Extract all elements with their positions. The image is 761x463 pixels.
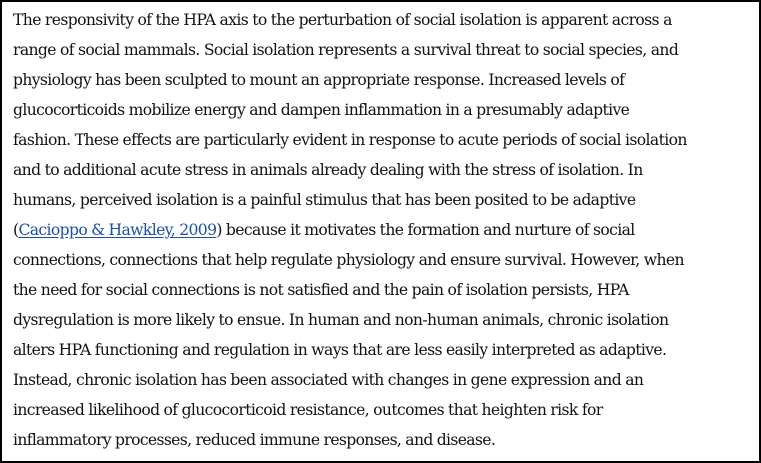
text-line-3: physiology has been sculpted to mount an appropriate response. Increased levels of bbox=[13, 71, 625, 89]
text-line-13: Instead, chronic isolation has been associated with changes in gene expression and an bbox=[13, 371, 644, 389]
text-line-1: The responsivity of the HPA axis to the perturbation of social isolation is apparent across a bbox=[13, 11, 672, 29]
text-line-5: fashion. These effects are particularly evident in response to acute periods of social isolation bbox=[13, 131, 687, 149]
text-line-12: alters HPA functioning and regulation in ways that are less easily interpreted as adaptive. bbox=[13, 341, 667, 359]
body-paragraph bbox=[13, 5, 758, 455]
text-line-2: range of social mammals. Social isolation represents a survival threat to social species, and bbox=[13, 41, 679, 59]
text-line-4: glucocorticoids mobilize energy and dampen inflammation in a presumably adaptive bbox=[13, 101, 630, 119]
citation-open-paren: ( bbox=[13, 221, 19, 239]
text-line-7: humans, perceived isolation is a painful stimulus that has been posited to be adaptive bbox=[13, 191, 636, 209]
citation-line-rest: ) because it motivates the formation and nurture of social bbox=[216, 221, 635, 239]
text-line-10: the need for social connections is not satisfied and the pain of isolation persists, HPA bbox=[13, 281, 629, 299]
text-line-9: connections, connections that help regulate physiology and ensure survival. However, when bbox=[13, 251, 684, 269]
text-line-11: dysregulation is more likely to ensue. In human and non-human animals, chronic isolation bbox=[13, 311, 669, 329]
text-line-14: increased likelihood of glucocorticoid resistance, outcomes that heighten risk for bbox=[13, 401, 603, 419]
citation-link[interactable]: Cacioppo & Hawkley, 2009 bbox=[18, 221, 217, 239]
text-line-8 bbox=[13, 215, 758, 245]
text-line-6: and to additional acute stress in animals already dealing with the stress of isolation. In bbox=[13, 161, 643, 179]
text-line-15: inflammatory processes, reduced immune responses, and disease. bbox=[13, 431, 496, 449]
